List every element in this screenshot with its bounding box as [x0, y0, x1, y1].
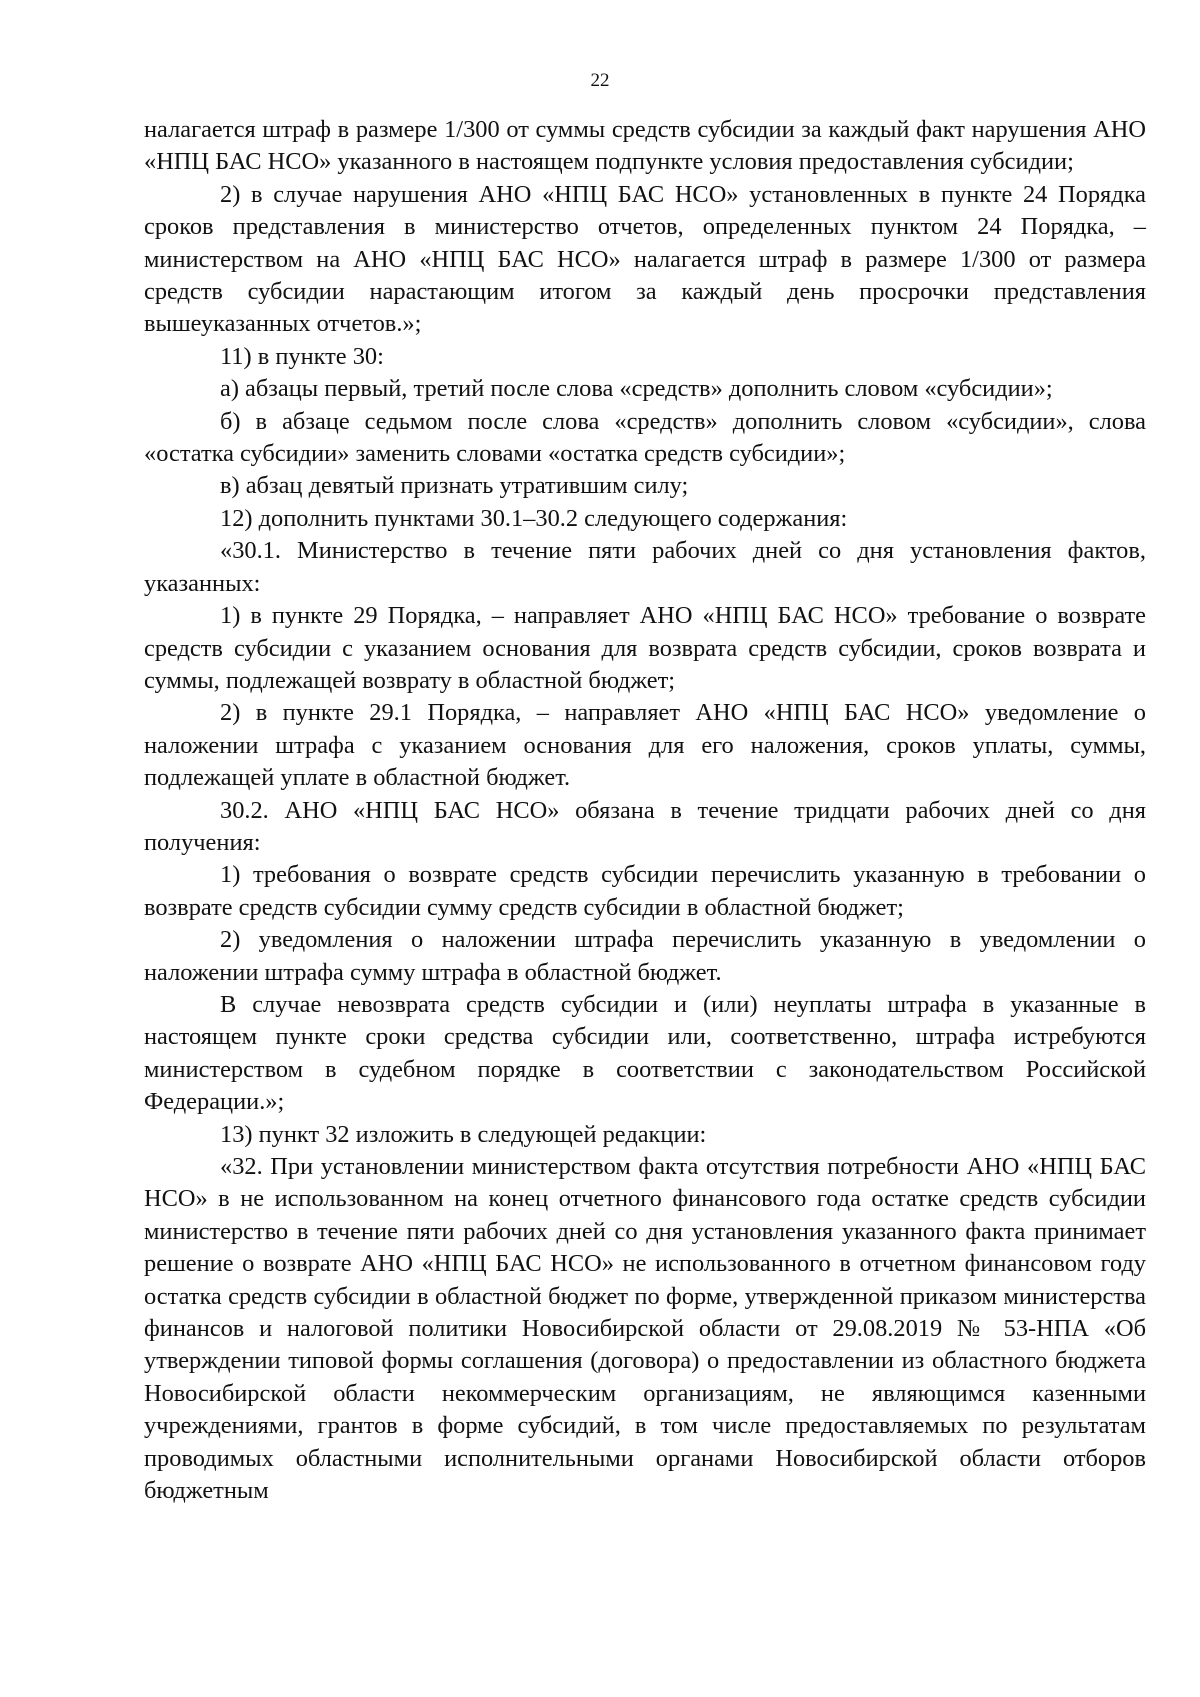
- paragraph-12: 1) требования о возврате средств субсидии перечислить указанную в требовании о возврате средств субсидии сумму средств субсидии в областной бюджет;: [144, 861, 1146, 921]
- paragraph-13: 2) уведомления о наложении штрафа перечислить указанную в уведомлении о наложении штрафа сумму штрафа в областной бюджет.: [144, 926, 1146, 986]
- paragraph-6: в) абзац девятый признать утратившим силу;: [220, 472, 689, 500]
- paragraph-14: В случае невозврата средств субсидии и (или) неуплаты штрафа в указанные в настоящем пункте сроки средства субсидии или, соответственно, штрафа истребуются министерством в судебном порядке в соответствии с законодательством Российской Федерации.»;: [144, 990, 1146, 1116]
- paragraph-7: 12) дополнить пунктами 30.1–30.2 следующего содержания:: [220, 504, 848, 532]
- paragraph-4: а) абзацы первый, третий после слова «средств» дополнить словом «субсидии»;: [220, 375, 1053, 403]
- paragraph-8: «30.1. Министерство в течение пяти рабочих дней со дня установления фактов, указанных:: [144, 537, 1146, 597]
- document-body: [144, 114, 1146, 1507]
- paragraph-5: б) в абзаце седьмом после слова «средств» дополнить словом «субсидии», слова «остатка субсидии» заменить словами «остатка средств субсидии»;: [144, 407, 1146, 468]
- paragraph-10: 2) в пункте 29.1 Порядка, – направляет АНО «НПЦ БАС НСО» уведомление о наложении штрафа с указанием основания для его наложения, сроков уплаты, суммы, подлежащей уплате в областной бюджет.: [144, 699, 1146, 792]
- paragraph-2: 2) в случае нарушения АНО «НПЦ БАС НСО» установленных в пункте 24 Порядка сроков представления в министерство отчетов, определенных пунктом 24 Порядка, – министерством на АНО «НПЦ БАС НСО» налагается штраф в размере 1/300 от размера средств субсидии нарастающим итогом за каждый день просрочки представления вышеуказанных отчетов.»;: [144, 180, 1146, 338]
- page-number: 22: [590, 70, 610, 91]
- paragraph-3: 11) в пункте 30:: [220, 342, 384, 370]
- paragraph-16: «32. При установлении министерством факта отсутствия потребности АНО «НПЦ БАС НСО» в не использованном на конец отчетного финансового года остатке средств субсидии министерство в течение пяти рабочих дней со дня установления указанного факта принимает решение о возврате АНО «НПЦ БАС НСО» не использованного в отчетном финансовом году остатка средств субсидии в областной бюджет по форме, утвержденной приказом министерства финансов и налоговой политики Новосибирской области от 29.08.2019 № 53-НПА «Об утверждении типовой формы соглашения (договора) о предоставлении из областного бюджета Новосибирской области некоммерческим организациям, не являющимся казенными учреждениями, грантов в форме субсидий, в том числе предоставляемых по результатам проводимых областными исполнительными органами Новосибирской области отборов бюджетным: [144, 1153, 1146, 1505]
- paragraph-1: налагается штраф в размере 1/300 от суммы средств субсидии за каждый факт нарушения АНО «НПЦ БАС НСО» указанного в настоящем подпункте условия предоставления субсидии;: [144, 116, 1146, 176]
- paragraph-9: 1) в пункте 29 Порядка, – направляет АНО «НПЦ БАС НСО» требование о возврате средств субсидии с указанием основания для возврата средств субсидии, сроков возврата и суммы, подлежащей возврату в областной бюджет;: [144, 602, 1146, 694]
- paragraph-11: 30.2. АНО «НПЦ БАС НСО» обязана в течение тридцати рабочих дней со дня получения:: [144, 796, 1146, 856]
- paragraph-15: 13) пункт 32 изложить в следующей редакции:: [220, 1120, 707, 1148]
